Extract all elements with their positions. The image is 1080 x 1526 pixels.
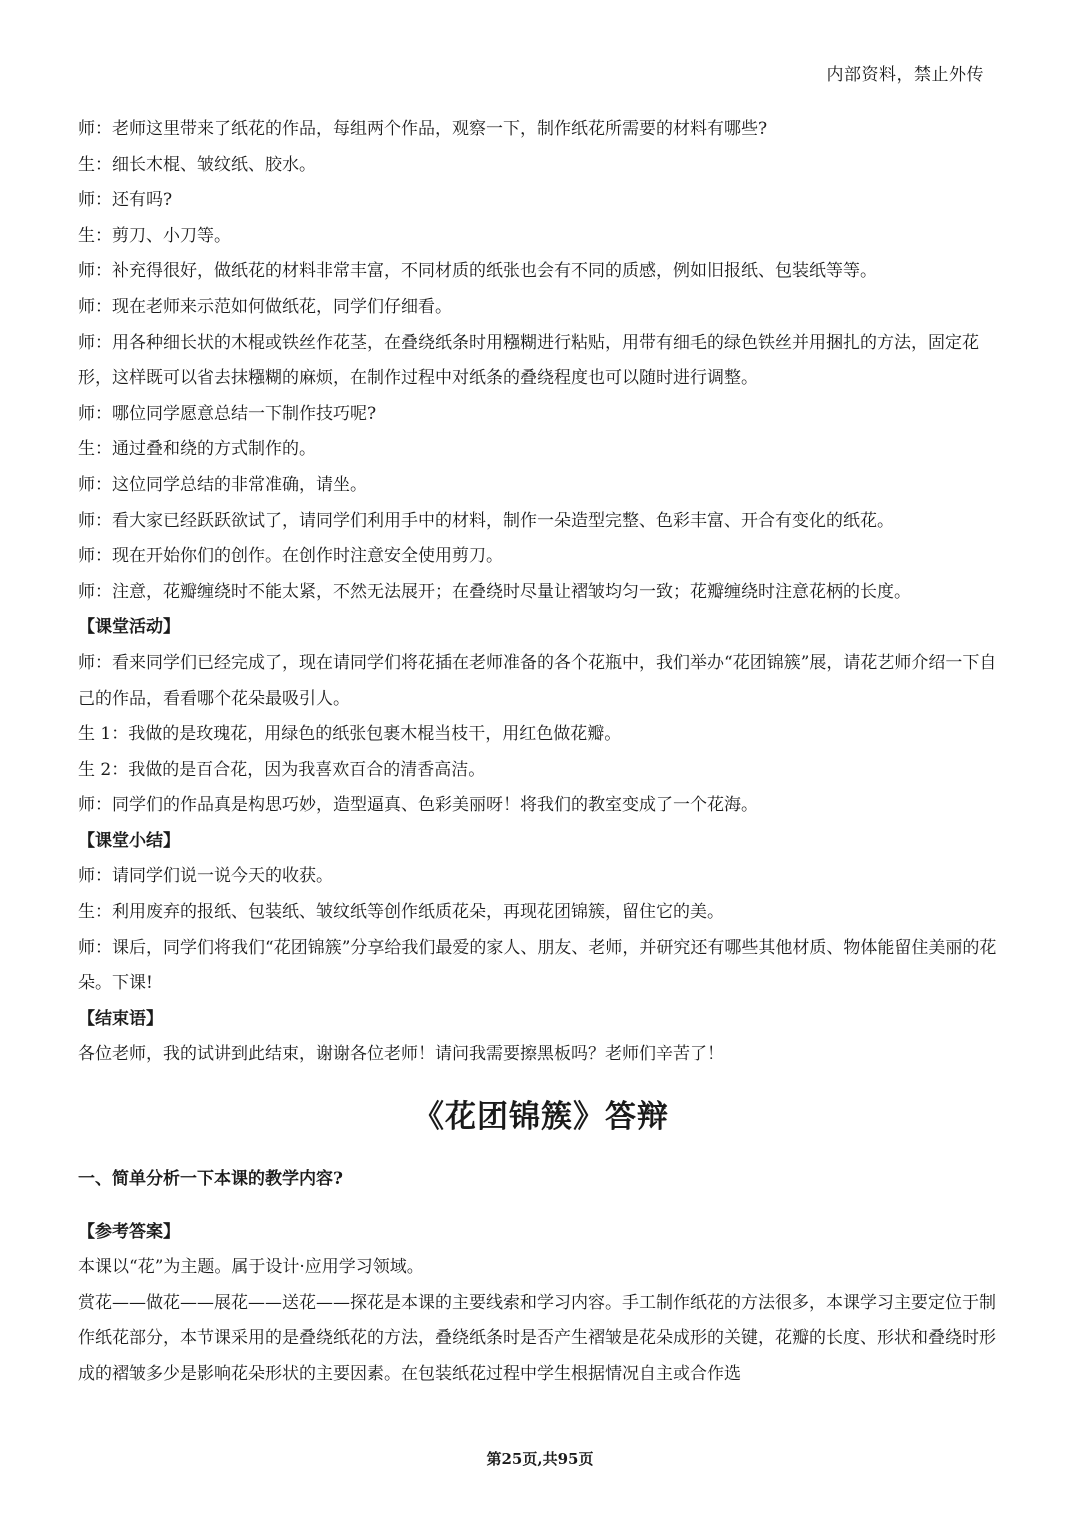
closing-heading: 【结束语】 bbox=[78, 1008, 163, 1029]
dialogue-line: 生：利用废弃的报纸、包装纸、皱纹纸等创作纸质花朵，再现花团锦簇，留住它的美。 bbox=[78, 902, 724, 923]
defense-question: 一、简单分析一下本课的教学内容? bbox=[78, 1169, 343, 1190]
dialogue-line: 师：现在老师来示范如何做纸花，同学们仔细看。 bbox=[78, 296, 452, 317]
confidential-notice: 内部资料，禁止外传 bbox=[826, 65, 984, 85]
answer-line: 赏花——做花——展花——送花——探花是本课的主要线索和学习内容。手工制作纸花的方法很多，本课学习主要定位于制作纸花部分，本节课采用的是叠绕纸花的方法，叠绕纸条时是否产生褶皱是花朵成形的关键，花瓣的长度、形状和叠绕时形成的褶皱多少是影响花朵形状的主要因素。在包装纸花过程中学生根据情况自主或合作选 bbox=[78, 1292, 996, 1384]
dialogue-line: 师：请同学们说一说今天的收获。 bbox=[78, 866, 333, 887]
dialogue-line: 师：哪位同学愿意总结一下制作技巧呢? bbox=[78, 403, 377, 424]
dialogue-line: 师：用各种细长状的木棍或铁丝作花茎，在叠绕纸条时用糨糊进行粘贴，用带有细毛的绿色铁丝并用捆扎的方法，固定花形，这样既可以省去抹糨糊的麻烦，在制作过程中对纸条的叠绕程度也可以随时进行调整。 bbox=[78, 332, 979, 389]
dialogue-line: 师：注意，花瓣缠绕时不能太紧，不然无法展开；在叠绕时尽量让褶皱均匀一致；花瓣缠绕时注意花柄的长度。 bbox=[78, 581, 911, 602]
dialogue-line: 生：剪刀、小刀等。 bbox=[78, 225, 231, 246]
closing-line: 各位老师，我的试讲到此结束，谢谢各位老师！请问我需要擦黑板吗？老师们辛苦了！ bbox=[78, 1044, 724, 1065]
dialogue-line: 生 2：我做的是百合花，因为我喜欢百合的清香高洁。 bbox=[78, 759, 486, 780]
dialogue-line: 生 1：我做的是玫瑰花，用绿色的纸张包裹木棍当枝干，用红色做花瓣。 bbox=[78, 724, 622, 745]
dialogue-line: 师：课后，同学们将我们“花团锦簇”分享给我们最爱的家人、朋友、老师，并研究还有哪些其他材质、物体能留住美丽的花朵。下课! bbox=[78, 937, 997, 994]
answer-heading: 【参考答案】 bbox=[78, 1221, 180, 1242]
activity-heading: 【课堂活动】 bbox=[78, 617, 180, 638]
page-indicator: 第25页,共95页 bbox=[486, 1450, 594, 1468]
dialogue-line: 生：通过叠和绕的方式制作的。 bbox=[78, 439, 316, 460]
document-body bbox=[78, 112, 1004, 1393]
dialogue-line: 师：看大家已经跃跃欲试了，请同学们利用手中的材料，制作一朵造型完整、色彩丰富、开合有变化的纸花。 bbox=[78, 510, 894, 531]
dialogue-line: 师：这位同学总结的非常准确，请坐。 bbox=[78, 474, 367, 495]
answer-line: 本课以“花”为主题。属于设计·应用学习领域。 bbox=[78, 1257, 424, 1278]
defense-title: 《花团锦簇》答辩 bbox=[413, 1099, 669, 1136]
dialogue-line: 生：细长木棍、皱纹纸、胶水。 bbox=[78, 154, 316, 175]
dialogue-line: 师：现在开始你们的创作。在创作时注意安全使用剪刀。 bbox=[78, 546, 503, 567]
dialogue-line: 师：还有吗? bbox=[78, 190, 173, 211]
dialogue-line: 师：看来同学们已经完成了，现在请同学们将花插在老师准备的各个花瓶中，我们举办“花团锦簇”展，请花艺师介绍一下自己的作品，看看哪个花朵最吸引人。 bbox=[78, 652, 997, 709]
summary-heading: 【课堂小结】 bbox=[78, 830, 180, 851]
dialogue-line: 师：老师这里带来了纸花的作品，每组两个作品，观察一下，制作纸花所需要的材料有哪些? bbox=[78, 119, 768, 139]
dialogue-line: 师：补充得很好，做纸花的材料非常丰富，不同材质的纸张也会有不同的质感，例如旧报纸、包装纸等等。 bbox=[78, 261, 877, 282]
dialogue-line: 师：同学们的作品真是构思巧妙，造型逼真、色彩美丽呀！将我们的教室变成了一个花海。 bbox=[78, 795, 758, 816]
